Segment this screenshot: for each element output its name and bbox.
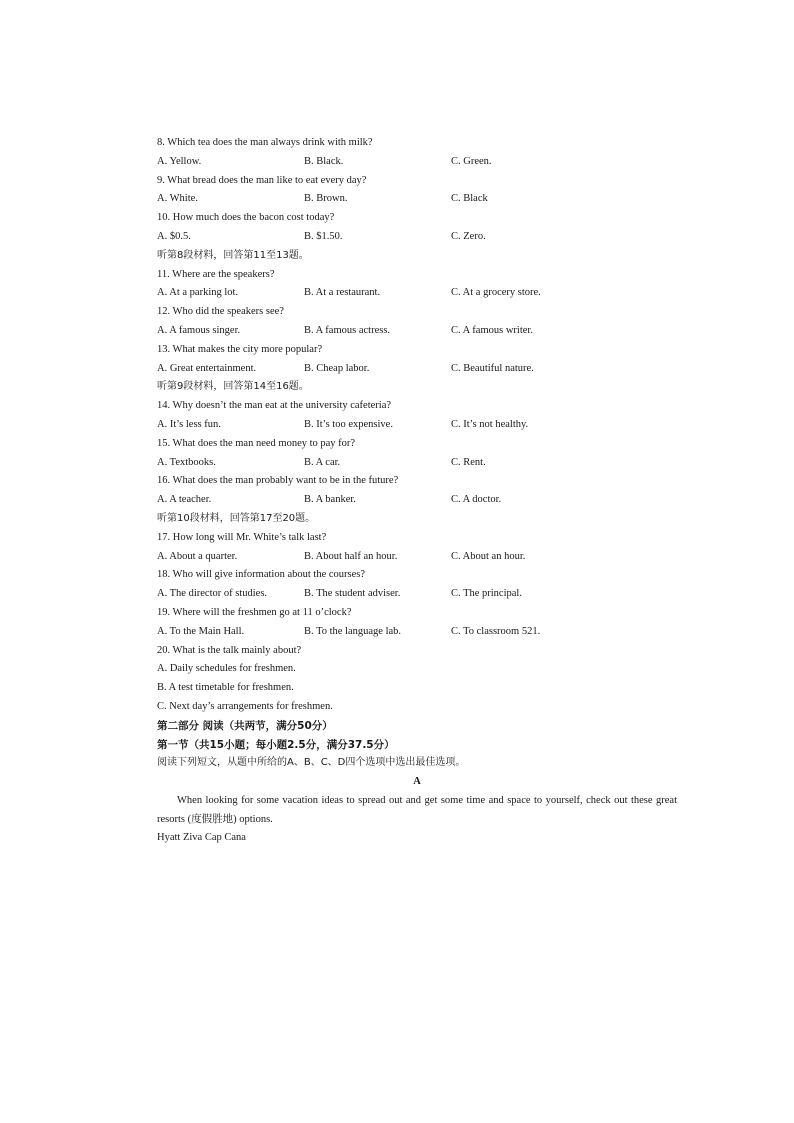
option-a: A. Great entertainment. bbox=[157, 362, 257, 374]
option-b: B. Cheap labor. bbox=[304, 362, 370, 374]
passage-paragraph: When looking for some vacation ideas to spread out and get some time and space to yourself, check out these great resorts (度假胜地) options. bbox=[157, 794, 677, 825]
question-14-options bbox=[157, 416, 677, 435]
question-10-options bbox=[157, 228, 677, 247]
option-c: C. Zero. bbox=[451, 230, 486, 242]
option-a: A. At a parking lot. bbox=[157, 287, 239, 299]
listening-instruction-9: 听第9段材料，回答第14至16题。 bbox=[157, 381, 309, 393]
reading-instruction: 阅读下列短文，从题中所给的A、B、C、D四个选项中选出最佳选项。 bbox=[157, 757, 466, 769]
question-13-options bbox=[157, 360, 677, 379]
option-c: C. The principal. bbox=[451, 588, 522, 600]
resort-name: Hyatt Ziva Cap Cana bbox=[157, 832, 246, 844]
question-17: 17. How long will Mr. White’s talk last? bbox=[157, 531, 327, 543]
option-b: B. To the language lab. bbox=[304, 625, 402, 637]
option-b: B. About half an hour. bbox=[304, 550, 398, 562]
question-8: 8. Which tea does the man always drink with milk? bbox=[157, 137, 373, 148]
option-a: A. Yellow. bbox=[157, 155, 202, 167]
question-20-option-a: A. Daily schedules for freshmen. bbox=[157, 663, 296, 675]
question-18: 18. Who will give information about the courses? bbox=[157, 569, 366, 581]
passage-label: A bbox=[413, 776, 421, 788]
question-11: 11. Where are the speakers? bbox=[157, 268, 275, 280]
option-b: B. Brown. bbox=[304, 193, 348, 205]
question-13: 13. What makes the city more popular? bbox=[157, 343, 323, 355]
option-b: B. It’s too expensive. bbox=[304, 418, 393, 430]
option-a: A. $0.5. bbox=[157, 230, 191, 242]
section-one-title: 第一节（共15小题；每小题2.5分，满分37.5分） bbox=[157, 738, 395, 751]
option-a: A. A famous singer. bbox=[157, 324, 241, 336]
option-a: A. White. bbox=[157, 193, 198, 205]
question-18-options bbox=[157, 585, 677, 604]
listening-instruction-8: 听第8段材料，回答第11至13题。 bbox=[157, 249, 309, 261]
option-c: C. A famous writer. bbox=[451, 324, 533, 336]
option-b: B. The student adviser. bbox=[304, 588, 401, 600]
question-9: 9. What bread does the man like to eat every day? bbox=[157, 174, 367, 186]
option-c: C. About an hour. bbox=[451, 550, 526, 562]
question-12-options bbox=[157, 322, 677, 341]
option-b: B. At a restaurant. bbox=[304, 287, 381, 299]
option-a: A. It’s less fun. bbox=[157, 418, 221, 430]
option-c: C. At a grocery store. bbox=[451, 287, 541, 299]
option-c: C. It’s not healthy. bbox=[451, 418, 529, 430]
option-a: A. About a quarter. bbox=[157, 550, 238, 562]
question-16-options bbox=[157, 491, 677, 510]
question-9-options bbox=[157, 190, 677, 209]
option-b: B. A famous actress. bbox=[304, 324, 391, 336]
option-c: C. Beautiful nature. bbox=[451, 362, 534, 374]
question-10: 10. How much does the bacon cost today? bbox=[157, 212, 335, 224]
option-b: B. $1.50. bbox=[304, 230, 343, 242]
option-b: B. Black. bbox=[304, 155, 344, 167]
question-16: 16. What does the man probably want to be in the future? bbox=[157, 475, 399, 487]
question-15: 15. What does the man need money to pay for? bbox=[157, 437, 356, 449]
question-19: 19. Where will the freshmen go at 11 o’clock? bbox=[157, 606, 352, 618]
question-12: 12. Who did the speakers see? bbox=[157, 306, 284, 318]
option-a: A. Textbooks. bbox=[157, 456, 216, 468]
question-20-option-c: C. Next day’s arrangements for freshmen. bbox=[157, 700, 333, 712]
question-17-options bbox=[157, 548, 677, 567]
option-c: C. Rent. bbox=[451, 456, 486, 468]
listening-instruction-10: 听第10段材料，回答第17至20题。 bbox=[157, 512, 316, 524]
question-20: 20. What is the talk mainly about? bbox=[157, 644, 302, 656]
option-b: B. A car. bbox=[304, 456, 341, 468]
part-two-title: 第二部分 阅读（共两节，满分50分） bbox=[157, 719, 333, 732]
question-14: 14. Why doesn’t the man eat at the university cafeteria? bbox=[157, 400, 392, 412]
option-c: C. Black bbox=[451, 193, 488, 205]
question-8-options bbox=[157, 153, 677, 172]
option-a: A. To the Main Hall. bbox=[157, 625, 245, 637]
question-20-option-b: B. A test timetable for freshmen. bbox=[157, 682, 294, 694]
option-a: A. A teacher. bbox=[157, 494, 212, 506]
option-b: B. A banker. bbox=[304, 494, 356, 506]
question-15-options bbox=[157, 454, 677, 473]
option-c: C. Green. bbox=[451, 155, 492, 167]
option-c: C. To classroom 521. bbox=[451, 625, 541, 637]
exam-content bbox=[157, 134, 677, 848]
option-c: C. A doctor. bbox=[451, 494, 502, 506]
question-11-options bbox=[157, 284, 677, 303]
option-a: A. The director of studies. bbox=[157, 588, 268, 600]
question-19-options bbox=[157, 623, 677, 642]
